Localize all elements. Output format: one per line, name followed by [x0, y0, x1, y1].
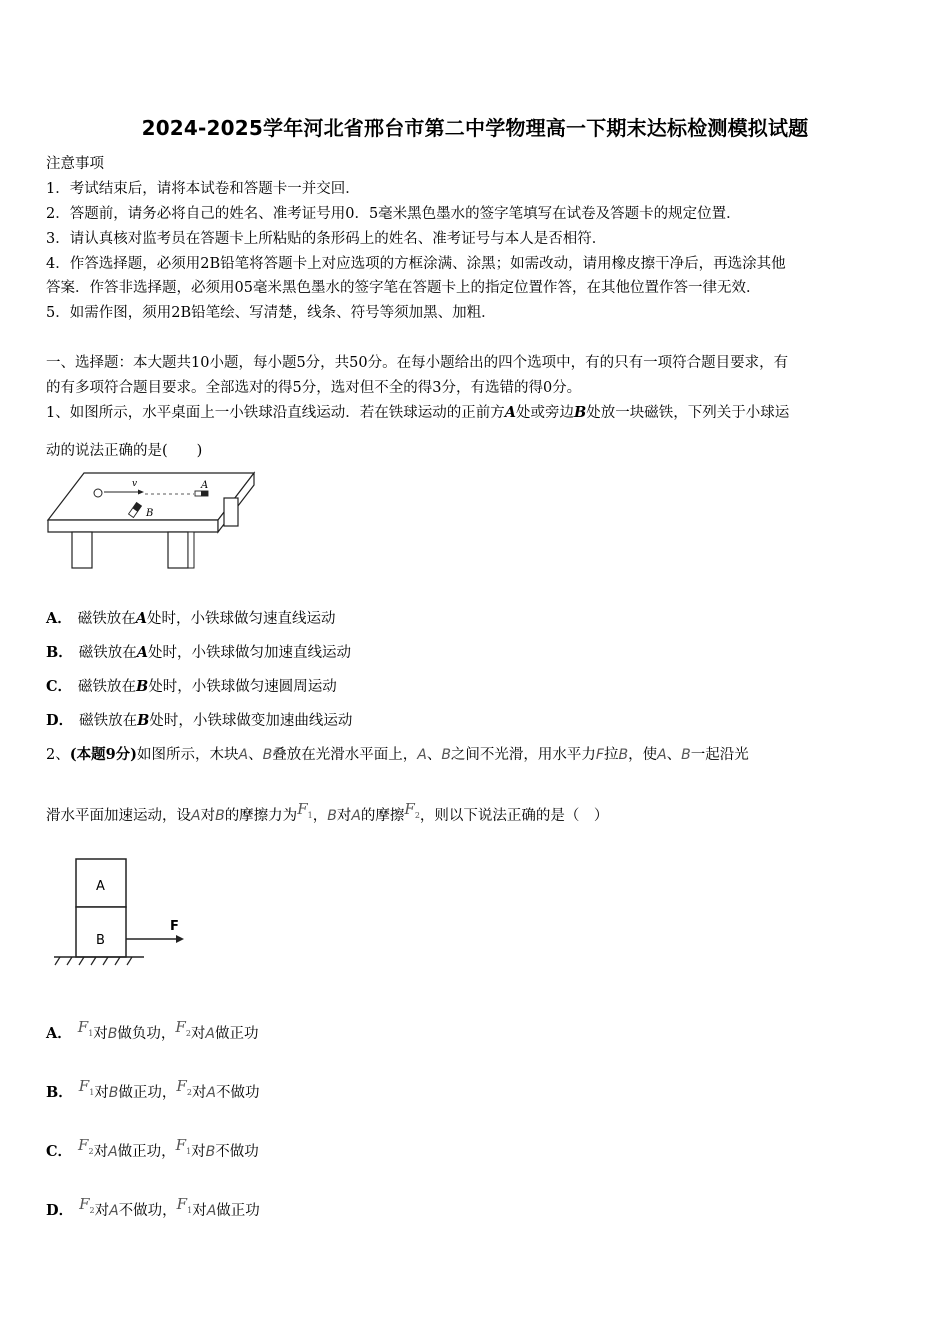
section-instruction: 的有多项符合题目要求。全部选对的得5分，选对但不全的得3分，有选错的得0分。 — [46, 380, 582, 396]
q1-option-c[interactable]: C． 磁铁放在B处时，小铁球做匀速圆周运动 — [46, 678, 337, 695]
notice-item: 1．考试结束后，请将本试卷和答题卡一并交回． — [46, 181, 360, 197]
q2-option-a[interactable]: A． $F_1$对B做负功，$F_2$对A做正功 — [46, 1018, 259, 1042]
q2-option-c[interactable]: C． $F_2$对A做正功，$F_1$对B不做功 — [46, 1136, 259, 1160]
q2-option-b[interactable]: B． $F_1$对B做正功，$F_2$对A不做功 — [46, 1077, 260, 1101]
q1-option-b[interactable]: B． 磁铁放在A处时，小铁球做匀加速直线运动 — [46, 644, 352, 661]
magnet-a-label: A — [201, 480, 209, 491]
question-1-stem: 1、如图所示，水平桌面上一小铁球沿直线运动．若在铁球运动的正前方A处或旁边B处放一块磁铁，下列关于小球运 — [46, 404, 790, 421]
notice-item: 4．作答选择题，必须用2B铅笔将答题卡上对应选项的方框涂满、涂黑；如需改动，请用橡皮擦干净后，再选涂其他 — [46, 256, 786, 272]
page-title: 2024-2025学年河北省邢台市第二中学物理高一下期末达标检测模拟试题 — [141, 116, 809, 140]
magnet-b-label: B — [146, 508, 154, 519]
q1-option-a[interactable]: A． 磁铁放在A处时，小铁球做匀速直线运动 — [46, 610, 336, 627]
blocks-figure — [50, 855, 190, 970]
question-2-stem: 2、(本题9分)如图所示，木块A、B叠放在光滑水平面上，A、B之间不光滑，用水平力F拉B，使A、B一起沿光 — [46, 746, 749, 763]
velocity-label: v — [132, 479, 138, 489]
notice-heading: 注意事项 — [46, 156, 104, 172]
question-2-stem-line2: 滑水平面加速运动，设A对B的摩擦力为$F_1$，B对A的摩擦$F_2$，则以下说法正确的是（ ） — [46, 800, 609, 824]
notice-item: 5．如需作图，须用2B铅笔绘、写清楚，线条、符号等须加黑、加粗． — [46, 305, 496, 321]
table-figure — [46, 470, 258, 572]
notice-item: 答案．作答非选择题，必须用05毫米黑色墨水的签字笔在答题卡上的指定位置作答，在其他位置作答一律无效． — [46, 280, 761, 296]
block-b-label: B — [96, 933, 105, 948]
block-a-label: A — [96, 879, 105, 894]
notice-item: 3．请认真核对监考员在答题卡上所粘贴的条形码上的姓名、准考证号与本人是否相符． — [46, 231, 607, 247]
q2-option-d[interactable]: D． $F_2$对A不做功，$F_1$对A做正功 — [46, 1195, 260, 1219]
section-instruction: 一、选择题：本大题共10小题，每小题5分，共50分。在每小题给出的四个选项中，有的只有一项符合题目要求，有 — [46, 355, 789, 371]
force-label: F — [170, 919, 179, 934]
notice-item: 2．答题前，请务必将自己的姓名、准考证号用0．5毫米黑色墨水的签字笔填写在试卷及答题卡的规定位置． — [46, 206, 741, 222]
question-1-stem-line2: 动的说法正确的是( ) — [46, 443, 203, 459]
q1-option-d[interactable]: D． 磁铁放在B处时，小铁球做变加速曲线运动 — [46, 712, 353, 729]
